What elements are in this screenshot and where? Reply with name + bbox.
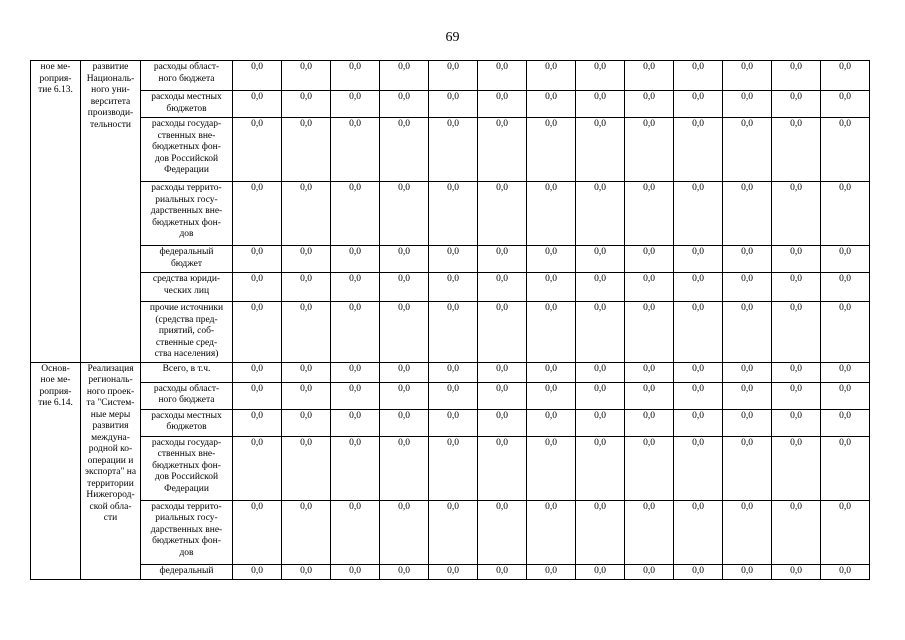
value-cell: 0,0 [625, 409, 674, 436]
funding-source-cell: расходы террито- риальных госу- дарственных вне- бюджетных фон- дов [141, 500, 233, 564]
value-cell: 0,0 [625, 362, 674, 382]
value-cell: 0,0 [576, 382, 625, 409]
value-cell: 0,0 [282, 61, 331, 91]
value-cell: 0,0 [772, 182, 821, 246]
value-cell: 0,0 [772, 246, 821, 273]
value-cell: 0,0 [380, 118, 429, 182]
value-cell: 0,0 [625, 273, 674, 302]
value-cell: 0,0 [674, 273, 723, 302]
value-cell: 0,0 [576, 500, 625, 564]
value-cell: 0,0 [625, 182, 674, 246]
funding-source-cell: расходы террито- риальных госу- дарственных вне- бюджетных фон- дов [141, 182, 233, 246]
table-body [31, 61, 870, 580]
value-cell: 0,0 [527, 302, 576, 363]
table-row [31, 500, 870, 564]
value-cell: 0,0 [527, 273, 576, 302]
activity-name-cell: развитие Националь- ного уни- верситета производи- тельности [81, 61, 141, 363]
value-cell: 0,0 [282, 564, 331, 579]
value-cell: 0,0 [821, 91, 870, 118]
value-cell: 0,0 [821, 273, 870, 302]
value-cell: 0,0 [576, 436, 625, 500]
value-cell: 0,0 [233, 382, 282, 409]
value-cell: 0,0 [772, 91, 821, 118]
value-cell: 0,0 [429, 91, 478, 118]
value-cell: 0,0 [625, 500, 674, 564]
value-cell: 0,0 [625, 118, 674, 182]
value-cell: 0,0 [821, 382, 870, 409]
table-row [31, 273, 870, 302]
value-cell: 0,0 [233, 500, 282, 564]
value-cell: 0,0 [674, 500, 723, 564]
value-cell: 0,0 [429, 61, 478, 91]
table-row [31, 362, 870, 382]
value-cell: 0,0 [331, 564, 380, 579]
value-cell: 0,0 [478, 500, 527, 564]
value-cell: 0,0 [821, 362, 870, 382]
value-cell: 0,0 [429, 382, 478, 409]
value-cell: 0,0 [478, 409, 527, 436]
value-cell: 0,0 [380, 182, 429, 246]
value-cell: 0,0 [723, 246, 772, 273]
value-cell: 0,0 [674, 246, 723, 273]
value-cell: 0,0 [772, 61, 821, 91]
value-cell: 0,0 [527, 382, 576, 409]
value-cell: 0,0 [429, 302, 478, 363]
value-cell: 0,0 [282, 302, 331, 363]
value-cell: 0,0 [527, 409, 576, 436]
value-cell: 0,0 [282, 362, 331, 382]
value-cell: 0,0 [576, 246, 625, 273]
value-cell: 0,0 [233, 273, 282, 302]
value-cell: 0,0 [674, 91, 723, 118]
value-cell: 0,0 [233, 61, 282, 91]
value-cell: 0,0 [625, 564, 674, 579]
value-cell: 0,0 [527, 436, 576, 500]
value-cell: 0,0 [478, 273, 527, 302]
value-cell: 0,0 [282, 382, 331, 409]
value-cell: 0,0 [380, 382, 429, 409]
value-cell: 0,0 [380, 564, 429, 579]
value-cell: 0,0 [429, 436, 478, 500]
value-cell: 0,0 [380, 246, 429, 273]
value-cell: 0,0 [282, 182, 331, 246]
value-cell: 0,0 [674, 302, 723, 363]
value-cell: 0,0 [478, 246, 527, 273]
value-cell: 0,0 [331, 436, 380, 500]
value-cell: 0,0 [331, 61, 380, 91]
value-cell: 0,0 [821, 182, 870, 246]
value-cell: 0,0 [331, 382, 380, 409]
value-cell: 0,0 [429, 362, 478, 382]
value-cell: 0,0 [282, 500, 331, 564]
value-cell: 0,0 [723, 61, 772, 91]
value-cell: 0,0 [527, 500, 576, 564]
value-cell: 0,0 [527, 246, 576, 273]
table-row [31, 382, 870, 409]
value-cell: 0,0 [723, 362, 772, 382]
table-row [31, 118, 870, 182]
value-cell: 0,0 [527, 182, 576, 246]
value-cell: 0,0 [772, 500, 821, 564]
value-cell: 0,0 [478, 382, 527, 409]
value-cell: 0,0 [233, 91, 282, 118]
table-row [31, 409, 870, 436]
value-cell: 0,0 [380, 436, 429, 500]
value-cell: 0,0 [233, 182, 282, 246]
funding-source-cell: расходы государ- ственных вне- бюджетных фон- дов Российской Федерации [141, 436, 233, 500]
table-row [31, 436, 870, 500]
value-cell: 0,0 [233, 246, 282, 273]
funding-source-cell: федеральный бюджет [141, 246, 233, 273]
table-row [31, 91, 870, 118]
value-cell: 0,0 [723, 500, 772, 564]
value-cell: 0,0 [282, 273, 331, 302]
value-cell: 0,0 [723, 91, 772, 118]
table-row [31, 61, 870, 91]
value-cell: 0,0 [478, 118, 527, 182]
value-cell: 0,0 [331, 182, 380, 246]
value-cell: 0,0 [625, 61, 674, 91]
value-cell: 0,0 [380, 302, 429, 363]
value-cell: 0,0 [233, 362, 282, 382]
budget-table [30, 60, 870, 580]
value-cell: 0,0 [625, 302, 674, 363]
value-cell: 0,0 [233, 302, 282, 363]
value-cell: 0,0 [674, 118, 723, 182]
funding-source-cell: расходы област- ного бюджета [141, 382, 233, 409]
funding-source-cell: Всего, в т.ч. [141, 362, 233, 382]
table-row [31, 564, 870, 579]
value-cell: 0,0 [282, 436, 331, 500]
value-cell: 0,0 [723, 436, 772, 500]
value-cell: 0,0 [527, 61, 576, 91]
value-cell: 0,0 [331, 273, 380, 302]
value-cell: 0,0 [625, 382, 674, 409]
value-cell: 0,0 [821, 118, 870, 182]
value-cell: 0,0 [478, 182, 527, 246]
value-cell: 0,0 [282, 246, 331, 273]
value-cell: 0,0 [723, 382, 772, 409]
funding-source-cell: расходы местных бюджетов [141, 91, 233, 118]
table-row [31, 302, 870, 363]
activity-cell: ное ме- роприя- тие 6.13. [31, 61, 81, 363]
value-cell: 0,0 [429, 273, 478, 302]
value-cell: 0,0 [674, 362, 723, 382]
value-cell: 0,0 [772, 118, 821, 182]
value-cell: 0,0 [625, 436, 674, 500]
value-cell: 0,0 [723, 302, 772, 363]
value-cell: 0,0 [380, 61, 429, 91]
value-cell: 0,0 [821, 302, 870, 363]
value-cell: 0,0 [478, 61, 527, 91]
value-cell: 0,0 [674, 409, 723, 436]
value-cell: 0,0 [674, 61, 723, 91]
value-cell: 0,0 [233, 409, 282, 436]
value-cell: 0,0 [282, 409, 331, 436]
value-cell: 0,0 [821, 564, 870, 579]
funding-source-cell: расходы област- ного бюджета [141, 61, 233, 91]
value-cell: 0,0 [380, 500, 429, 564]
value-cell: 0,0 [429, 500, 478, 564]
value-cell: 0,0 [429, 564, 478, 579]
value-cell: 0,0 [331, 91, 380, 118]
value-cell: 0,0 [576, 273, 625, 302]
value-cell: 0,0 [576, 302, 625, 363]
value-cell: 0,0 [821, 246, 870, 273]
value-cell: 0,0 [821, 61, 870, 91]
value-cell: 0,0 [625, 246, 674, 273]
value-cell: 0,0 [674, 564, 723, 579]
value-cell: 0,0 [772, 436, 821, 500]
value-cell: 0,0 [478, 564, 527, 579]
activity-cell: Основ- ное ме- роприя- тие 6.14. [31, 362, 81, 579]
value-cell: 0,0 [576, 564, 625, 579]
value-cell: 0,0 [772, 273, 821, 302]
value-cell: 0,0 [380, 273, 429, 302]
value-cell: 0,0 [331, 246, 380, 273]
value-cell: 0,0 [282, 91, 331, 118]
value-cell: 0,0 [723, 273, 772, 302]
value-cell: 0,0 [331, 362, 380, 382]
value-cell: 0,0 [674, 382, 723, 409]
value-cell: 0,0 [282, 118, 331, 182]
value-cell: 0,0 [772, 564, 821, 579]
value-cell: 0,0 [674, 182, 723, 246]
value-cell: 0,0 [331, 118, 380, 182]
value-cell: 0,0 [429, 409, 478, 436]
value-cell: 0,0 [576, 61, 625, 91]
funding-source-cell: расходы государ- ственных вне- бюджетных фон- дов Российской Федерации [141, 118, 233, 182]
value-cell: 0,0 [429, 118, 478, 182]
funding-source-cell: федеральный [141, 564, 233, 579]
table-row [31, 182, 870, 246]
value-cell: 0,0 [478, 362, 527, 382]
value-cell: 0,0 [331, 409, 380, 436]
value-cell: 0,0 [331, 302, 380, 363]
value-cell: 0,0 [331, 500, 380, 564]
value-cell: 0,0 [380, 362, 429, 382]
value-cell: 0,0 [723, 409, 772, 436]
value-cell: 0,0 [772, 409, 821, 436]
value-cell: 0,0 [233, 564, 282, 579]
value-cell: 0,0 [478, 91, 527, 118]
value-cell: 0,0 [233, 436, 282, 500]
value-cell: 0,0 [478, 436, 527, 500]
value-cell: 0,0 [527, 564, 576, 579]
value-cell: 0,0 [429, 182, 478, 246]
value-cell: 0,0 [772, 382, 821, 409]
value-cell: 0,0 [527, 362, 576, 382]
value-cell: 0,0 [772, 362, 821, 382]
funding-source-cell: расходы местных бюджетов [141, 409, 233, 436]
funding-source-cell: прочие источники (средства пред- приятий, соб- ственные сред- ства населения) [141, 302, 233, 363]
value-cell: 0,0 [527, 91, 576, 118]
funding-source-cell: средства юриди- ческих лиц [141, 273, 233, 302]
page-number: 69 [445, 30, 460, 45]
value-cell: 0,0 [576, 118, 625, 182]
value-cell: 0,0 [821, 500, 870, 564]
value-cell: 0,0 [821, 409, 870, 436]
value-cell: 0,0 [233, 118, 282, 182]
value-cell: 0,0 [723, 182, 772, 246]
value-cell: 0,0 [380, 91, 429, 118]
value-cell: 0,0 [478, 302, 527, 363]
value-cell: 0,0 [576, 362, 625, 382]
activity-name-cell: Реализация региональ- ного проек- та "Систем- ные меры развития междуна- родной ко- операции и экспорта" на территории Нижегород- ской обла- сти [81, 362, 141, 579]
table-row [31, 246, 870, 273]
value-cell: 0,0 [576, 182, 625, 246]
value-cell: 0,0 [674, 436, 723, 500]
value-cell: 0,0 [527, 118, 576, 182]
value-cell: 0,0 [380, 409, 429, 436]
value-cell: 0,0 [772, 302, 821, 363]
value-cell: 0,0 [576, 91, 625, 118]
value-cell: 0,0 [429, 246, 478, 273]
value-cell: 0,0 [576, 409, 625, 436]
value-cell: 0,0 [723, 564, 772, 579]
value-cell: 0,0 [821, 436, 870, 500]
value-cell: 0,0 [723, 118, 772, 182]
value-cell: 0,0 [625, 91, 674, 118]
